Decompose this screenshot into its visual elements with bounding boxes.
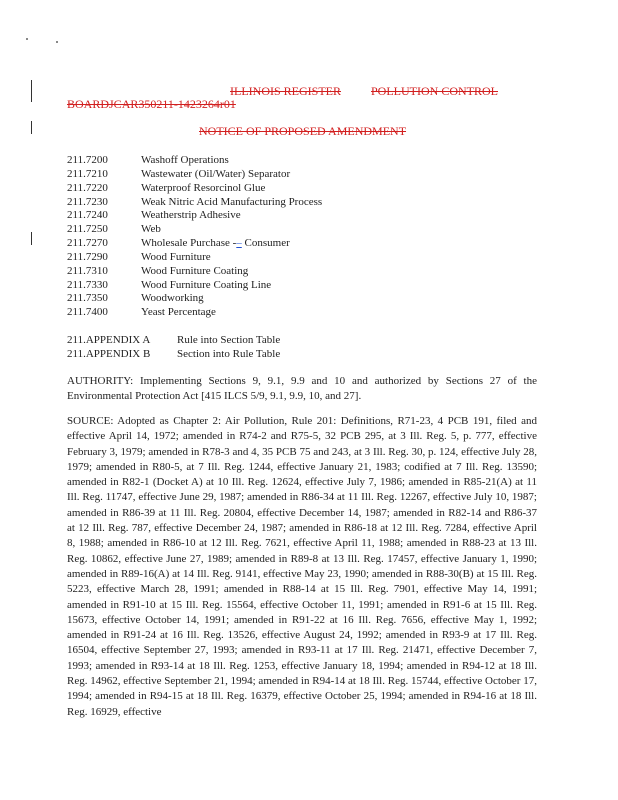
section-number: 211.7220 [67, 181, 108, 194]
appendix-list [67, 333, 280, 361]
section-title: Washoff Operations [141, 154, 229, 166]
section-number: 211.7330 [67, 278, 108, 291]
document-id: JCAR350211-1423264r01 [109, 97, 236, 111]
section-title: Wood Furniture [141, 250, 211, 263]
section-row [67, 154, 387, 168]
agency-title-continued: BOARDJCAR350211-1423264r01 [67, 97, 236, 111]
section-row [67, 306, 387, 320]
appendix-row [67, 333, 280, 347]
section-number: 211.7270 [67, 237, 108, 250]
section-row [67, 237, 387, 251]
section-row [67, 251, 387, 265]
appendix-number: 211.APPENDIX B [67, 348, 151, 360]
section-number: 211.7290 [67, 250, 108, 263]
scan-speck [56, 41, 58, 43]
section-row [67, 223, 387, 237]
section-number: 211.7310 [67, 264, 108, 277]
section-title: Waterproof Resorcinol Glue [141, 181, 266, 194]
agency-title: POLLUTION CONTROL [371, 84, 498, 98]
section-number: 211.7400 [67, 306, 108, 319]
section-number: 211.7230 [67, 195, 108, 208]
change-bar [31, 80, 32, 102]
section-row [67, 196, 387, 210]
section-title: Weatherstrip Adhesive [141, 209, 241, 222]
section-row [67, 209, 387, 223]
section-title: Weak Nitric Acid Manufacturing Process [141, 195, 323, 208]
change-bar [31, 232, 32, 245]
section-row [67, 279, 387, 293]
appendix-number: 211.APPENDIX A [67, 334, 151, 346]
section-number: 211.7240 [67, 209, 108, 222]
section-title: Web [141, 223, 161, 236]
register-title: ILLINOIS REGISTER [230, 84, 341, 98]
section-number: 211.7200 [67, 154, 108, 166]
notice-heading: NOTICE OF PROPOSED AMENDMENT [199, 124, 407, 138]
section-title: Wastewater (Oil/Water) Separator [141, 167, 291, 180]
appendix-title: Section into Rule Table [177, 348, 281, 360]
section-number: 211.7250 [67, 223, 108, 236]
appendix-row [67, 347, 280, 361]
authority-paragraph: AUTHORITY: Implementing Sections 9, 9.1, 9.9 and 10 and authorized by Sections 27 of the Environmental Protection Act [415 ILCS 5/9, 9.1, 9.9, 10, and 27]. [67, 375, 537, 402]
section-title: Wood Furniture Coating [141, 264, 249, 277]
section-row [67, 168, 387, 182]
section-title: Wood Furniture Coating Line [141, 278, 272, 291]
scan-speck [26, 38, 28, 40]
section-title: Woodworking [141, 292, 204, 305]
appendix-title: Rule into Section Table [177, 334, 281, 346]
change-bar [31, 121, 32, 134]
section-row [67, 182, 387, 196]
source-paragraph: SOURCE: Adopted as Chapter 2: Air Pollution, Rule 201: Definitions, R71-23, 4 PCB 191, filed and effective April 14, 1972; amended in R74-2 and R75-5, 32 PCB 295, at 3 Ill. Reg. 5, p. 777, effective February 3, 1979; amended in R78-3 and 4, 35 PCB 75 and 243, at 3 Ill. Reg. 30, p. 124, effective July 28, 1979; amended in R80-5, at 7 Ill. Reg. 1244, effective January 21, 1983; codified at 7 Ill. Reg. 13590; amended in R82-1 (Docket A) at 10 Ill. Reg. 12624, effective July 7, 1986; amended in R85-21(A) at 11 Ill. Reg. 11747, effective June 29, 1987; amended in R86-34 at 11 Ill. Reg. 12267, effective July 10, 1987; amended in R86-39 at 11 Ill. Reg. 20804, effective December 14, 1987; amended in R82-14 and R86-37 at 12 Ill. Reg. 787, effective December 24, 1987; amended in R86-18 at 12 Ill. Reg. 7284, effective April 8, 1988; amended in R86-10 at 12 Ill. Reg. 7621, effective April 11, 1988; amended in R88-23 at 13 Ill. Reg. 10862, effective June 27, 1989; amended in R89-8 at 13 Ill. Reg. 17457, effective January 1, 1990; amended in R89-16(A) at 14 Ill. Reg. 9141, effective May 23, 1990; amended in R88-30(B) at 15 Ill. Reg. 5223, effective March 28, 1991; amended in R88-14 at 15 Ill. Reg. 7901, effective May 14, 1991; amended in R91-10 at 15 Ill. Reg. 15564, effective October 11, 1991; amended in R91-6 at 15 Ill. Reg. 15673, effective October 14, 1991; amended in R91-22 at 16 Ill. Reg. 7656, effective May 1, 1992; amended in R91-24 at 16 Ill. Reg. 13526, effective August 24, 1992; amended in R93-9 at 17 Ill. Reg. 16504, effective September 27, 1993; amended in R93-11 at 17 Ill. Reg. 21471, effective December 7, 1993; amended in R93-14 at 18 Ill. Reg. 1253, effective January 18, 1994; amended in R94-12 at 18 Ill. Reg. 14962, effective September 21, 1994; amended in R94-14 at 18 Ill. Reg. 15744, effective October 17, 1994; amended in R94-15 at 18 Ill. Reg. 16379, effective October 25, 1994; amended in R94-16 at 18 Ill. Reg. 16929, effective [67, 415, 537, 718]
section-title: Wholesale Purchase -– Consumer [141, 237, 290, 250]
section-row [67, 292, 387, 306]
section-list [67, 154, 387, 320]
section-number: 211.7210 [67, 167, 108, 180]
section-number: 211.7350 [67, 292, 108, 305]
inserted-dash: – [236, 237, 242, 250]
section-row [67, 265, 387, 279]
section-title: Yeast Percentage [141, 306, 216, 319]
